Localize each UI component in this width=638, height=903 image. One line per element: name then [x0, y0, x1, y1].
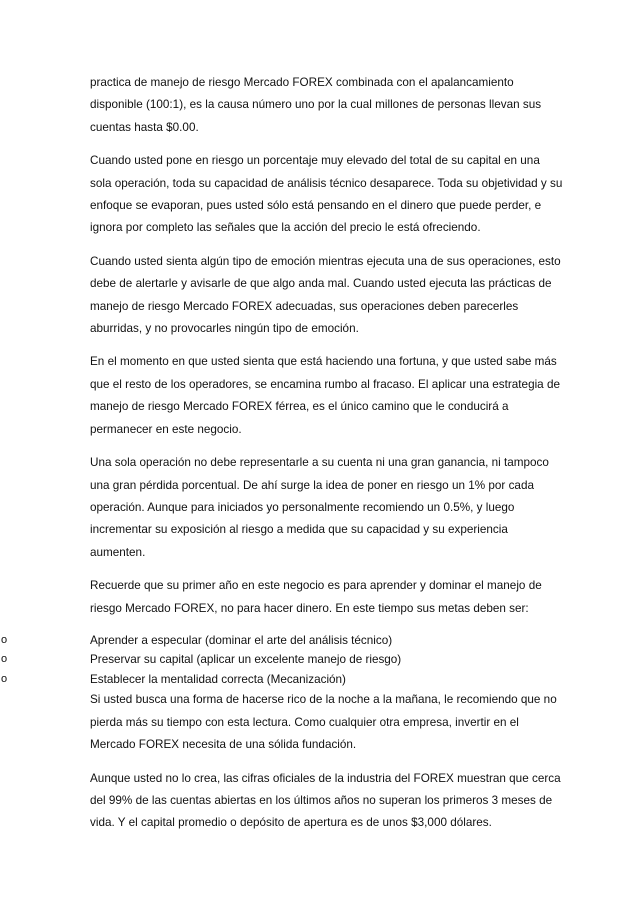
- bullet-circle-icon: o: [1, 672, 8, 685]
- paragraph-4: [90, 351, 560, 441]
- paragraph-8: [90, 768, 561, 835]
- paragraph-3: [90, 251, 561, 341]
- paragraph-line: permanecer en este negocio.: [90, 422, 242, 436]
- paragraph-line: riesgo Mercado FOREX, no para hacer dinero. En este tiempo sus metas deben ser:: [90, 601, 529, 615]
- paragraph-7: [90, 689, 555, 756]
- paragraph-line: En el momento en que usted sienta que está haciendo una fortuna, y que usted sabe más: [90, 355, 557, 369]
- paragraph-line: debe de alertarle y avisarle de que algo anda mal. Cuando usted ejecuta las prácticas de: [90, 277, 552, 291]
- document-body: [1, 72, 563, 846]
- list-item: [1, 631, 555, 651]
- paragraph-line: aburridas, y no provocarles ningún tipo de emoción.: [90, 322, 359, 336]
- paragraph-line: ignora por completo las señales que la acción del precio le está ofreciendo.: [90, 221, 481, 235]
- bullet-circle-icon: o: [1, 633, 8, 646]
- paragraph-line: Cuando usted sienta algún tipo de emoción mientras ejecuta una de sus operaciones, esto: [90, 254, 561, 268]
- paragraph-line: manejo de riesgo Mercado FOREX férrea, es el único camino que le conducirá a: [90, 400, 509, 414]
- paragraph-2: [90, 150, 563, 240]
- paragraph-line: disponible (100:1), es la causa número uno por la cual millones de personas llevan sus: [90, 98, 542, 112]
- paragraph-line: practica de manejo de riesgo Mercado FOREX combinada con el apalancamiento: [90, 76, 514, 89]
- paragraph-line: sola operación, toda su capacidad de análisis técnico desaparece. Toda su objetividad y su: [90, 176, 563, 190]
- list-item: [1, 650, 555, 670]
- bullet-circle-icon: o: [1, 653, 8, 666]
- list-item-text: Aprender a especular (dominar el arte del análisis técnico): [90, 633, 393, 647]
- list-item-text: Establecer la mentalidad correcta (Mecanización): [90, 672, 346, 686]
- paragraph-5: [90, 452, 555, 564]
- paragraph-line: una gran pérdida porcentual. De ahí surge la idea de poner en riesgo un 1% por cada: [90, 478, 534, 492]
- paragraph-line: que el resto de los operadores, se encamina rumbo al fracaso. El aplicar una estrategia de: [90, 377, 560, 391]
- goals-list: [1, 631, 555, 690]
- paragraph-line: pierda más su tiempo con esta lectura. Como cualquier otra empresa, invertir en el: [90, 715, 519, 729]
- list-item: [1, 670, 555, 690]
- paragraph-line: manejo de riesgo Mercado FOREX adecuadas, sus operaciones deben parecerles: [90, 299, 519, 313]
- paragraph-line: cuentas hasta $0.00.: [90, 120, 199, 134]
- paragraph-6: [90, 575, 555, 620]
- paragraph-line: operación. Aunque para iniciados yo personalmente recomiendo un 0.5%, y luego: [90, 500, 515, 514]
- paragraph-line: incrementar su exposición al riesgo a medida que su capacidad y su experiencia: [90, 523, 508, 537]
- paragraph-line: Si usted busca una forma de hacerse rico de la noche a la mañana, le recomiendo que no: [90, 693, 557, 707]
- list-item-text: Preservar su capital (aplicar un excelente manejo de riesgo): [90, 653, 402, 667]
- paragraph-1: [90, 72, 555, 139]
- paragraph-line: Aunque usted no lo crea, las cifras oficiales de la industria del FOREX muestran que cerca: [90, 771, 561, 785]
- paragraph-line: aumenten.: [90, 545, 146, 559]
- paragraph-line: Cuando usted pone en riesgo un porcentaje muy elevado del total de su capital en una: [90, 154, 540, 168]
- paragraph-line: Recuerde que su primer año en este negocio es para aprender y dominar el manejo de: [90, 579, 542, 593]
- paragraph-line: vida. Y el capital promedio o depósito de apertura es de unos $3,000 dólares.: [90, 816, 492, 830]
- paragraph-line: Una sola operación no debe representarle a su cuenta ni una gran ganancia, ni tampoco: [90, 456, 549, 470]
- paragraph-line: Mercado FOREX necesita de una sólida fundación.: [90, 738, 357, 752]
- paragraph-line: enfoque se evaporan, pues usted sólo está pensando en el dinero que puede perder, e: [90, 199, 542, 213]
- paragraph-line: del 99% de las cuentas abiertas en los últimos años no superan los primeros 3 meses de: [90, 794, 553, 808]
